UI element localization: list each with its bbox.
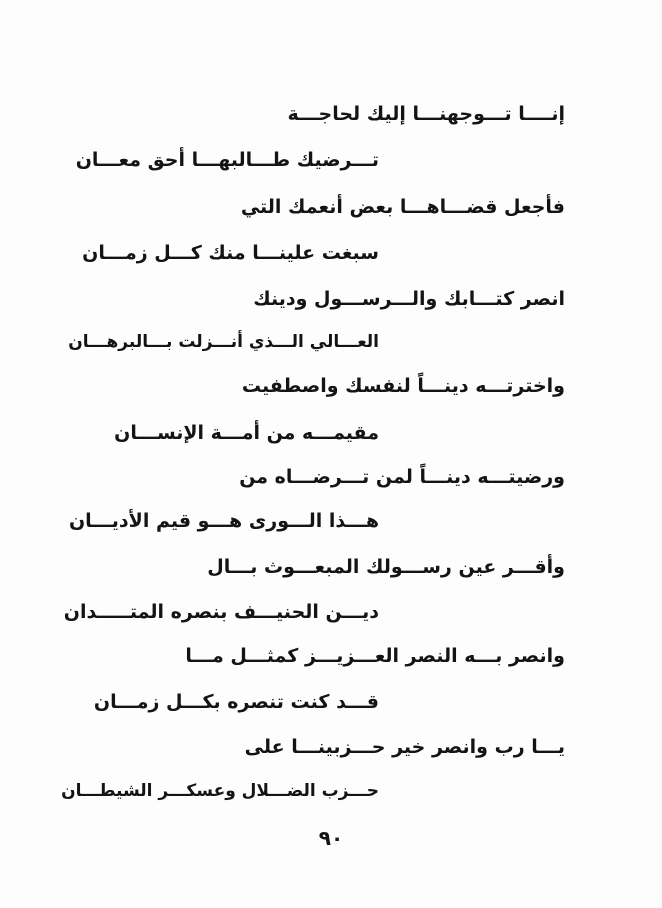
verse-line: قـــد كنت تنصره بكـــل زمـــان: [93, 691, 379, 713]
verse-line: حـــزب الضـــلال وعسكـــر الشيطـــان: [61, 781, 379, 801]
verse-line: وأقـــر عين رســـولك المبعـــوث بـــال: [207, 556, 565, 578]
verse-line: مقيمـــه من أمـــة الإنســـان: [114, 422, 379, 444]
page-number: ٩٠: [318, 826, 344, 850]
verse-line: فأجعل قضـــاهـــا بعض أنعمك التي: [240, 196, 565, 218]
verse-line: واخترتـــه دينـــاً لنفسك واصطفيت: [241, 375, 565, 397]
verse-line: تـــرضيك طـــالبهـــا أحق معـــان: [75, 149, 379, 171]
verse-line: إنــــا تـــوجهنـــا إليك لحاجـــة: [287, 103, 565, 125]
verse-line: انصر كتـــابك والـــرســـول ودينك: [253, 288, 565, 310]
verse-line: هـــذا الـــورى هـــو قيم الأديـــان: [68, 510, 379, 532]
verse-line: يـــا رب وانصر خير حـــزبينـــا على: [244, 736, 565, 758]
verse-line: العـــالي الـــذي أنـــزلت بـــالبرهـــان: [68, 332, 379, 352]
verse-line: ورضيتـــه دينـــاً لمن تـــرضـــاه من: [239, 466, 565, 488]
verse-line: ديـــن الحنيـــف بنصره المتـــــدان: [63, 601, 379, 623]
verse-line: سبغت علينـــا منك كـــل زمـــان: [82, 242, 379, 264]
verse-line: وانصر بـــه النصر العـــزيـــز كمثـــل مـــا: [185, 645, 565, 667]
